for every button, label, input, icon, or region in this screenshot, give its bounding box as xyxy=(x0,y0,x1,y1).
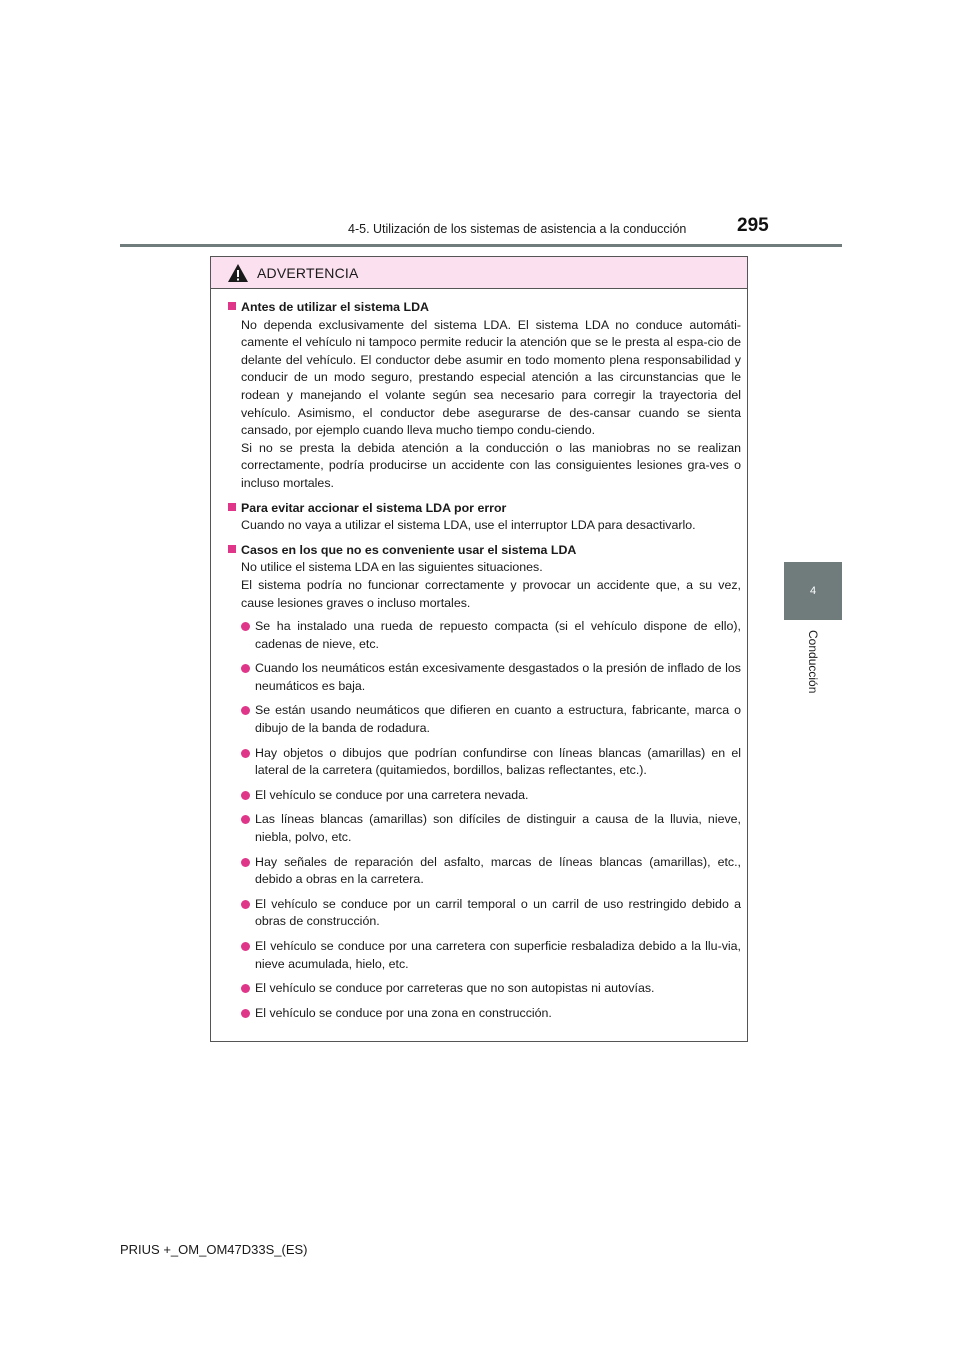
list-item: El vehículo se conduce por un carril temporal o un carril de uso restringido debido a obras de construcción. xyxy=(228,896,741,931)
list-item: El vehículo se conduce por una zona en construcción. xyxy=(228,1005,741,1023)
page-number: 295 xyxy=(737,215,769,236)
list-item: El vehículo se conduce por una carretera nevada. xyxy=(228,787,741,805)
header-rule xyxy=(120,244,842,247)
warning-box xyxy=(210,256,748,1042)
square-bullet-icon xyxy=(228,545,236,553)
dot-bullet-icon xyxy=(241,791,250,800)
situation-list xyxy=(228,618,741,1022)
paragraph: No utilice el sistema LDA en las siguientes situaciones. xyxy=(241,560,543,575)
section-heading xyxy=(228,299,741,317)
dot-bullet-icon xyxy=(241,942,250,951)
dot-bullet-icon xyxy=(241,749,250,758)
document-code: PRIUS +_OM_OM47D33S_(ES) xyxy=(120,1242,308,1257)
list-item: Hay objetos o dibujos que podrían confundirse con líneas blancas (amarillas) en el lateral de la carretera (quitamiedos, bordillos, balizas reflectantes, etc.). xyxy=(228,745,741,780)
section-not-recommended-cases xyxy=(228,542,741,1023)
section-heading-text: Casos en los que no es conveniente usar el sistema LDA xyxy=(241,542,577,557)
section-heading-text: Antes de utilizar el sistema LDA xyxy=(241,300,429,314)
section-avoid-accidental-activation xyxy=(228,500,741,535)
dot-bullet-icon xyxy=(241,664,250,673)
chapter-name: Conducción xyxy=(806,630,820,694)
dot-bullet-icon xyxy=(241,984,250,993)
warning-body xyxy=(211,289,747,1022)
warning-header xyxy=(211,257,747,289)
square-bullet-icon xyxy=(228,503,236,511)
section-heading xyxy=(228,542,741,560)
dot-bullet-icon xyxy=(241,815,250,824)
paragraph: No dependa exclusivamente del sistema LDA. El sistema LDA no conduce automáti-camente el vehículo ni tampoco permite reducir la atención que se le presta al espa-cio de delante del vehículo. El conductor debe asumir en todo momento plena responsabilidad y conducir de un modo seguro, prestando especial atención a las circunstancias que le rodean y manejando el volante según sea necesario para corregir la trayectoria del vehículo. Asimismo, el conductor debe asegurarse de des-cansar cuando se sienta cansado, por ejemplo cuando lleva mucho tiempo condu-ciendo. xyxy=(241,317,741,438)
section-heading xyxy=(228,500,741,518)
dot-bullet-icon xyxy=(241,900,250,909)
warning-label: ADVERTENCIA xyxy=(257,264,359,281)
list-item: Hay señales de reparación del asfalto, marcas de líneas blancas (amarillas), etc., debido a obras en la carretera. xyxy=(228,854,741,889)
dot-bullet-icon xyxy=(241,1009,250,1018)
list-item: El vehículo se conduce por carreteras que no son autopistas ni autovías. xyxy=(228,980,741,998)
list-item: Cuando los neumáticos están excesivamente desgastados o la presión de inflado de los neumáticos es baja. xyxy=(228,660,741,695)
chapter-tab[interactable] xyxy=(784,562,842,620)
paragraph: Cuando no vaya a utilizar el sistema LDA, use el interruptor LDA para desactivarlo. xyxy=(241,518,696,533)
square-bullet-icon xyxy=(228,302,236,310)
section-before-using-lda xyxy=(228,299,741,493)
list-item: El vehículo se conduce por una carretera con superficie resbaladiza debido a la llu-via, nieve acumulada, hielo, etc. xyxy=(228,938,741,973)
section-title: 4-5. Utilización de los sistemas de asistencia a la conducción xyxy=(348,222,687,236)
dot-bullet-icon xyxy=(241,622,250,631)
list-item: Se están usando neumáticos que difieren en cuanto a estructura, fabricante, marca o dibujo de la banda de rodadura. xyxy=(228,702,741,737)
paragraph: El sistema podría no funcionar correctamente y provocar un accidente que, a su vez, cause lesiones graves o incluso mortales. xyxy=(241,577,741,610)
dot-bullet-icon xyxy=(241,706,250,715)
list-item: Las líneas blancas (amarillas) son difíciles de distinguir a causa de la lluvia, nieve, niebla, polvo, etc. xyxy=(228,811,741,846)
list-item: Se ha instalado una rueda de repuesto compacta (si el vehículo dispone de ello), cadenas de nieve, etc. xyxy=(228,618,741,653)
paragraph: Si no se presta la debida atención a la conducción o las maniobras no se realizan correctamente, podría producirse un accidente con las consiguientes lesiones gra-ves o incluso mortales. xyxy=(241,440,741,490)
warning-triangle-icon xyxy=(227,263,249,283)
dot-bullet-icon xyxy=(241,858,250,867)
section-heading-text: Para evitar accionar el sistema LDA por error xyxy=(241,500,507,515)
chapter-number: 4 xyxy=(809,585,817,597)
